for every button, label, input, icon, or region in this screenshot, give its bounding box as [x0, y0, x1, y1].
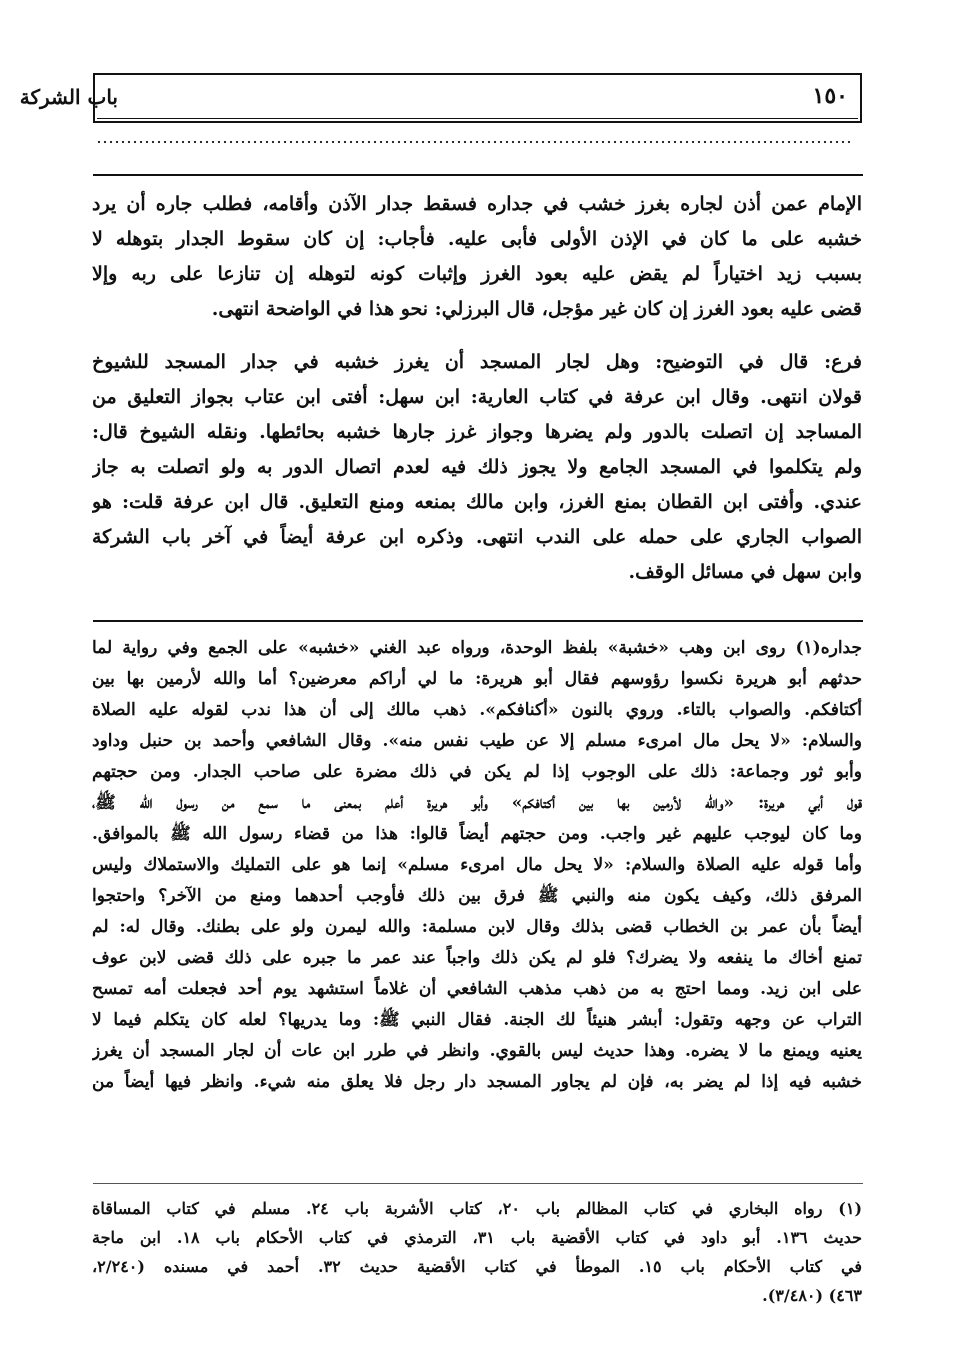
commentary-line: على ابن زيد. ومما احتج به من ذهب مذهب الشافعي أن غلاماً استشهد يوم أحد فجعلت أمه تمسح [92, 979, 862, 999]
commentary-line: تمنع أخاك ما ينفعه ولا يضرك؟ فلو لم يكن ذلك واجباً عند عمر ما جبره على ذلك قضى لابن عوف [92, 948, 862, 968]
commentary-line: المرفق ذلك، وكيف يكون منه والنبي ﷺ فرق بين ذلك فأوجب أحدهما ومنع من الآخر؟ واحتجوا [92, 886, 862, 906]
main-paragraph-2 [92, 345, 862, 590]
dotted-separator [96, 140, 850, 144]
text-line: وابن سهل في مسائل الوقف. [628, 561, 862, 583]
commentary-line: قول أبي هريرة: «والله لأرمين بها بين أكتافكم» وأبو هريرة أعلم بمعنى ما سمع من رسول الله ﷺ، [92, 793, 862, 813]
section-title: باب الشركة [19, 85, 118, 109]
page-header [19, 73, 862, 123]
commentary-line: وما كان ليوجب عليهم غير واجب. ومن حجتهم أيضاً قالوا: هذا من قضاء رسول الله ﷺ بالموافق. [92, 824, 862, 844]
text-line: فرع: قال في التوضيح: وهل لجار المسجد أن يغرز خشبه في جدار المسجد للشيوخ [92, 351, 862, 373]
text-line: بسبب زيد اختياراً لم يقض عليه بعود الغرز وإثبات كونه لتوهله إن تنازعا على ربه وإلا [92, 263, 862, 285]
top-rule [93, 174, 863, 176]
commentary-block [92, 633, 862, 1098]
commentary-line: أكتافكم. والصواب بالتاء. وروي بالنون «أكنافكم». ذهب مالك إلى أن هذا ندب لقوله عليه الصلاة [92, 700, 862, 720]
footnote-line: في كتاب الأحكام باب ١٥. الموطأ في كتاب الأقضية حديث ٣٢. أحمد في مسنده (٢/٢٤٠، [92, 1257, 862, 1276]
text-line: قولان انتهى. وقال ابن عرفة في كتاب العارية: ابن سهل: أفتى ابن عتاب بجواز التعليق من [92, 386, 862, 408]
commentary-line: جداره(١) روى ابن وهب «خشبة» بلفظ الوحدة، ورواه عبد الغني «خشبه» على الجمع وفي رواية لما [92, 638, 862, 658]
footnote-line: (١) رواه البخاري في كتاب المظالم باب ٢٠، كتاب الأشربة باب ٢٤. مسلم في كتاب المساقاة [92, 1199, 862, 1218]
footnote-separator [93, 1183, 863, 1184]
commentary-line: التراب عن وجهه وتقول: أبشر هنيئاً لك الجنة. فقال النبي ﷺ: وما يدريها؟ لعله كان يتكلم فيما لا [92, 1010, 862, 1030]
commentary-separator [93, 620, 863, 622]
commentary-line: وأبو ثور وجماعة: ذلك على الوجوب إذا لم يكن في ذلك مضرة على صاحب الجدار. ومن حجتهم [92, 762, 862, 782]
text-line: قضى عليه بعود الغرز إن كان غير مؤجل، قال البرزلي: نحو هذا في الواضحة انتهى. [211, 298, 862, 320]
commentary-line: خشبه فيه إذا لم يضر به، فإن لم يجاور المسجد دار رجل فلا يعلق منه شيء. وانظر فيها أيضاً من [92, 1072, 862, 1092]
main-paragraph-1 [92, 187, 862, 327]
text-line: الإمام عمن أذن لجاره بغرز خشب في جداره فسقط جدار الآذن وأقامه، فطلب جاره أن يرد [92, 193, 862, 215]
text-line: عندي. وأفتى ابن القطان بمنع الغرز، وابن مالك بمنعه ومنع التعليق. قال ابن عرفة قلت: هو [92, 491, 862, 513]
text-line: ولم يتكلموا في المسجد الجامع ولا يجوز ذلك فيه لعدم اتصال الدور به ولو اتصلت به جاز [92, 456, 862, 478]
text-line: خشبه على ما كان في الإذن الأولى فأبى عليه. فأجاب: إن كان سقوط الجدار بتوهله لا [92, 228, 862, 250]
footnotes-block [92, 1194, 862, 1310]
text-line: الصواب الجاري على حمله على الندب انتهى. وذكره ابن عرفة أيضاً في آخر باب الشركة [92, 526, 862, 548]
footnote-line: حديث ١٣٦. أبو داود في كتاب الأقضية باب ٣١، الترمذي في كتاب الأحكام باب ١٨. ابن ماجة [92, 1228, 862, 1247]
commentary-line: يعنيه ويمنع ما لا يضره. وهذا حديث ليس بالقوي. وانظر في طرر ابن عات أن لجار المسجد أن يغرز [92, 1041, 862, 1061]
page-number: ١٥٠ [812, 83, 848, 109]
text-line: المساجد إن اتصلت بالدور ولم يضرها وجواز غرز جارها خشبه بحائطها. ونقله الشيوخ قال: [92, 421, 862, 443]
commentary-line: أيضاً بأن عمر بن الخطاب قضى بذلك وقال لابن مسلمة: والله ليمرن ولو على بطنك. وقال له: لم [92, 917, 862, 937]
commentary-line: حدثهم أبو هريرة نكسوا رؤوسهم فقال أبو هريرة: ما لي أراكم معرضين؟ أما والله لأرمين بها بين [92, 669, 862, 689]
commentary-line: والسلام: «لا يحل مال امرىء مسلم إلا عن طيب نفس منه». وقال الشافعي وأحمد بن حنبل وداود [92, 731, 862, 751]
commentary-line: وأما قوله عليه الصلاة والسلام: «لا يحل مال امرىء مسلم» إنما هو على التمليك والاستملاك وليس [92, 855, 862, 875]
footnote-line: ٤٦٣) (٣/٤٨٠). [762, 1286, 862, 1305]
